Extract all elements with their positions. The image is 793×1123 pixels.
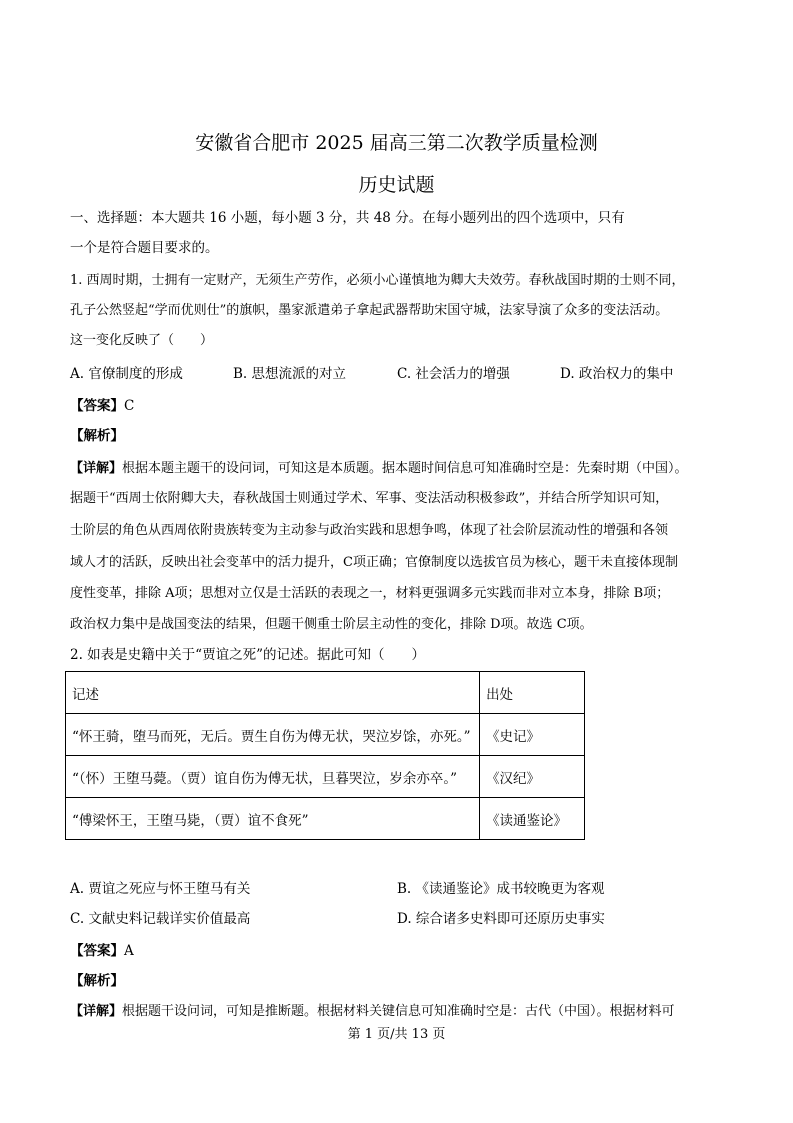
page-footer: 第 1 页/共 13 页 <box>347 1027 446 1042</box>
table-row <box>66 798 585 840</box>
table-cell: 《读通鉴论》 <box>480 798 585 840</box>
q1-detail-line5: 度性变革，排除 A项；思想对立仅是士活跃的表现之一，材料更强调多元实践而非对立本身，排除 B项； <box>70 586 670 601</box>
detail-label: 【详解】 <box>70 461 123 476</box>
table-row <box>66 714 585 756</box>
table-cell: 《汉纪》 <box>480 756 585 798</box>
q2-option-a: A. 贾谊之死应与怀王堕马有关 <box>70 881 251 897</box>
table-header-cell: 出处 <box>480 672 585 714</box>
answer-value: C <box>124 398 135 414</box>
answer-label: 【答案】 <box>70 943 124 959</box>
q1-stem-line2: 孔子公然竖起“学而优则仕”的旗帜，墨家派遣弟子拿起武器帮助宋国守城，法家导演了众多的变法活动。 <box>70 303 669 318</box>
q1-answer <box>70 391 134 421</box>
table-row <box>66 756 585 798</box>
answer-label: 【答案】 <box>70 398 124 414</box>
q1-detail-line3: 士阶层的角色从西周依附贵族转变为主动参与政治实践和思想争鸣，体现了社会阶层流动性的增强和各领 <box>70 523 669 538</box>
answer-value: A <box>124 943 134 959</box>
table-header-row <box>66 672 585 714</box>
q1-detail-line1 <box>70 454 688 484</box>
detail-text: 根据题干设问词，可知是推断题。根据材料关键信息可知准确时空是：古代（中国）。根据材料可 <box>122 1004 675 1019</box>
q2-answer <box>70 936 134 966</box>
source-table <box>65 671 585 840</box>
table-cell: 《史记》 <box>480 714 585 756</box>
q1-option-a: A. 官僚制度的形成 <box>70 366 183 382</box>
q2-option-b: B. 《读通鉴论》成书较晚更为客观 <box>397 881 605 897</box>
q1-stem-line1: 1. 西周时期，士拥有一定财产，无须生产劳作，必须小心谨慎地为卿大夫效劳。春秋战国时期的士则不同， <box>70 273 685 288</box>
q1-analysis-label: 【解析】 <box>70 428 124 444</box>
table-cell: “傅梁怀王，王堕马毙，（贾）谊不食死” <box>66 798 480 840</box>
section-instruction-line2: 一个是符合题目要求的。 <box>70 240 219 256</box>
detail-label: 【详解】 <box>70 1004 123 1019</box>
table-header-cell: 记述 <box>66 672 480 714</box>
q1-option-d: D. 政治权力的集中 <box>560 366 674 382</box>
q1-stem-line3: 这一变化反映了（ ） <box>70 333 214 348</box>
q2-option-d: D. 综合诸多史料即可还原历史事实 <box>397 911 605 927</box>
exam-title: 安徽省合肥市 2025 届高三第二次教学质量检测 <box>195 132 598 154</box>
q1-detail-line4: 域人才的活跃，反映出社会变革中的活力提升，C项正确；官僚制度以选拔官员为核心，题干未直接体现制 <box>70 555 678 570</box>
q1-detail-line2: 据题干“西周士依附卿大夫，春秋战国士则通过学术、军事、变法活动积极参政”，并结合所学知识可知， <box>70 491 669 506</box>
exam-subtitle: 历史试题 <box>358 174 435 196</box>
q1-detail-line6: 政治权力集中是战国变法的结果，但题干侧重士阶层主动性的变化，排除 D项。故选 C项。 <box>70 617 593 632</box>
q2-stem: 2. 如表是史籍中关于“贾谊之死”的记述。据此可知（ ） <box>70 647 425 663</box>
q1-option-c: C. 社会活力的增强 <box>397 366 510 382</box>
table-cell: “怀王骑，堕马而死，无后。贾生自伤为傅无状，哭泣岁馀，亦死。” <box>66 714 480 756</box>
q2-analysis-label: 【解析】 <box>70 973 124 989</box>
q1-option-b: B. 思想流派的对立 <box>233 366 347 382</box>
detail-text: 根据本题主题干的设问词，可知这是本质题。据本题时间信息可知准确时空是：先秦时期（中国）。 <box>122 461 688 476</box>
section-instruction-line1: 一、选择题：本大题共 16 小题，每小题 3 分，共 48 分。在每小题列出的四个选项中，只有 <box>70 210 625 226</box>
table-cell: “（怀）王堕马薨。（贾）谊自伤为傅无状，旦暮哭泣，岁余亦卒。” <box>66 756 480 798</box>
q2-option-c: C. 文献史料记载详实价值最高 <box>70 911 251 927</box>
